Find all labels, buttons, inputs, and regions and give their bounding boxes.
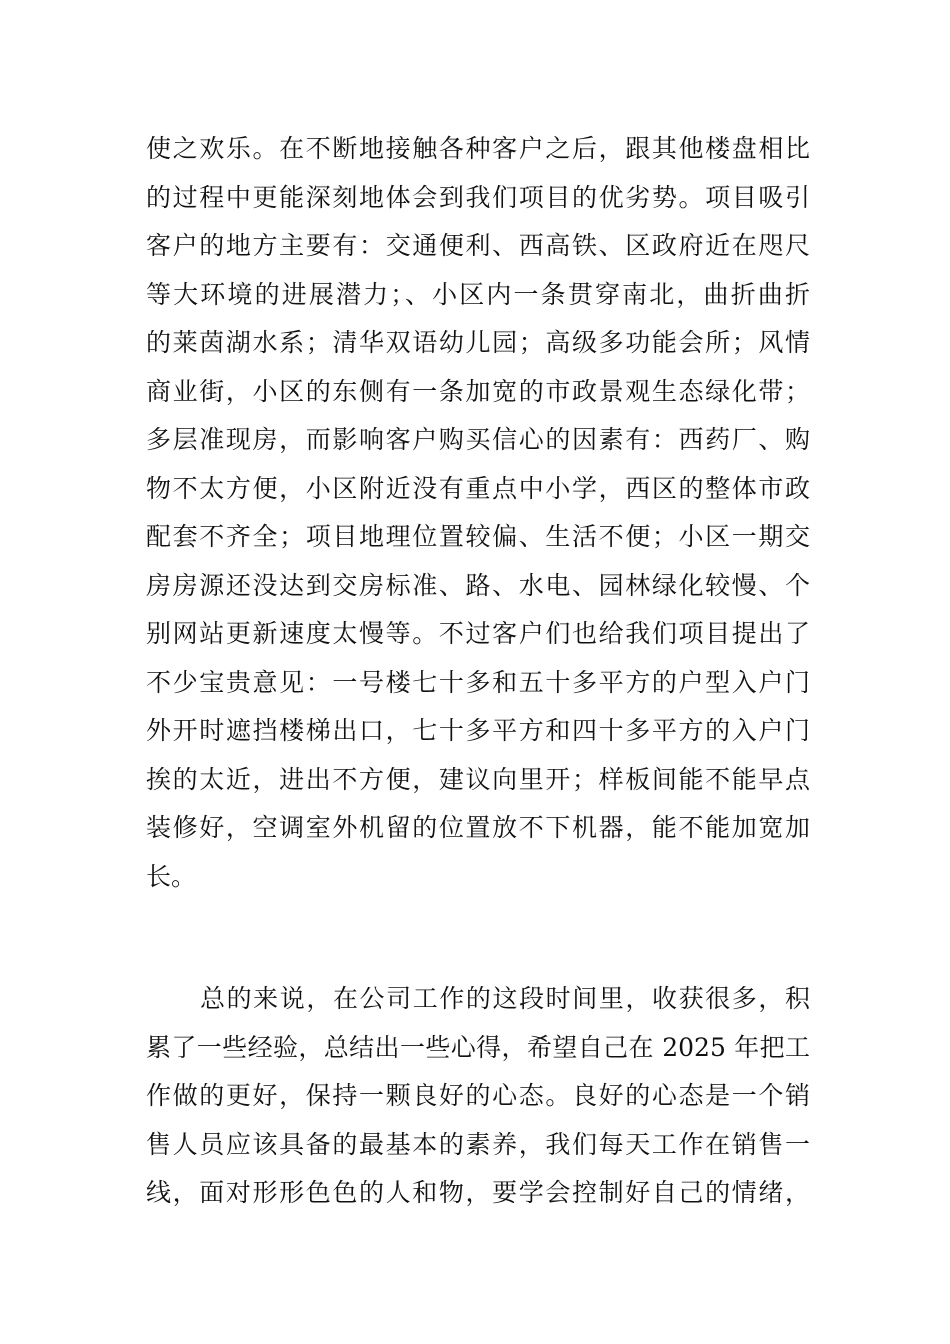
text-line: 使之欢乐。在不断地接触各种客户之后，跟其他楼盘相比	[146, 134, 810, 163]
text-line: 挨的太近，进出不方便，建议向里开；样板间能不能早点	[146, 764, 810, 794]
text-line: 配套不齐全；项目地理位置较偏、生活不便；小区一期交	[146, 522, 810, 551]
text-line: 房房源还没达到交房标准、路、水电、园林绿化较慢、个	[146, 570, 810, 600]
body-paragraph-2	[146, 975, 810, 1218]
text-line: 别网站更新速度太慢等。不过客户们也给我们项目提出了	[146, 619, 810, 648]
body-paragraph-1	[146, 125, 810, 901]
text-line: 多层准现房，而影响客户购买信心的因素有：西药厂、购	[146, 425, 810, 454]
text-line: 的莱茵湖水系；清华双语幼儿园；高级多功能会所；风情	[146, 328, 810, 357]
text-line: 长。	[146, 861, 197, 891]
text-line: 作做的更好，保持一颗良好的心态。良好的心态是一个销	[146, 1081, 810, 1110]
text-line: 商业街，小区的东侧有一条加宽的市政景观生态绿化带；	[146, 376, 810, 406]
text-line: 装修好，空调室外机留的位置放不下机器，能不能加宽加	[146, 813, 810, 842]
text-line: 售人员应该具备的最基本的素养，我们每天工作在销售一	[146, 1129, 810, 1159]
text-line: 客户的地方主要有：交通便利、西高铁、区政府近在咫尺	[146, 231, 810, 260]
text-line-indented: 总的来说，在公司工作的这段时间里，收获很多，积	[200, 984, 810, 1013]
text-line: 的过程中更能深刻地体会到我们项目的优劣势。项目吸引	[146, 182, 810, 212]
text-line: 不少宝贵意见：一号楼七十多和五十多平方的户型入户门	[146, 667, 810, 697]
text-line: 线，面对形形色色的人和物，要学会控制好自己的情绪，	[146, 1178, 810, 1207]
text-line: 等大环境的进展潜力；、小区内一条贯穿南北，曲折曲折	[146, 279, 810, 309]
text-line: 外开时遮挡楼梯出口，七十多平方和四十多平方的入户门	[146, 716, 810, 745]
text-line: 物不太方便，小区附近没有重点中小学，西区的整体市政	[146, 473, 810, 503]
text-line: 累了一些经验，总结出一些心得，希望自己在 2025 年把工	[146, 1032, 810, 1062]
